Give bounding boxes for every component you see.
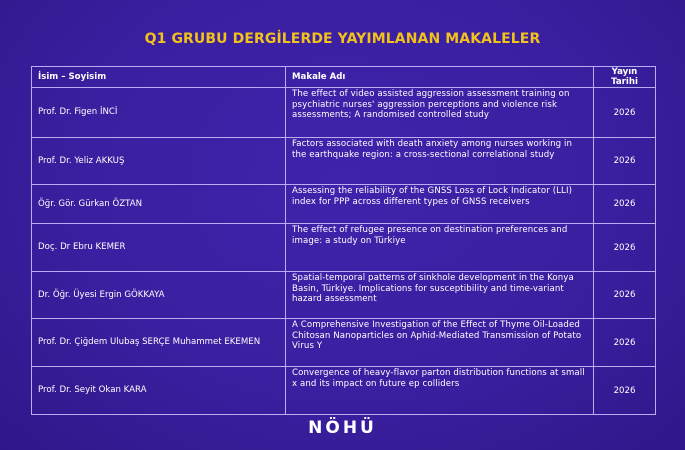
column-header-author: İsim – Soyisim	[32, 67, 286, 88]
column-header-title: Makale Adı	[286, 67, 594, 88]
article-title-cell: The effect of refugee presence on destination preferences and image: a study on Türkiye	[286, 224, 594, 272]
year-cell: 2026	[594, 138, 656, 185]
page-title: Q1 GRUBU DERGİLERDE YAYIMLANAN MAKALELER	[144, 31, 541, 47]
author-cell: Prof. Dr. Yeliz AKKUŞ	[32, 138, 286, 185]
article-title-cell: Assessing the reliability of the GNSS Loss of Lock Indicator (LLI) index for PPP across different types of GNSS receivers	[286, 185, 594, 224]
author-cell: Dr. Öğr. Üyesi Ergin GÖKKAYA	[32, 272, 286, 319]
author-cell: Prof. Dr. Çiğdem Ulubaş SERÇE Muhammet EKEMEN	[32, 319, 286, 367]
author-cell: Öğr. Gör. Gürkan ÖZTAN	[32, 185, 286, 224]
year-cell: 2026	[594, 185, 656, 224]
table-row	[32, 367, 656, 415]
table-row	[32, 138, 656, 185]
year-cell: 2026	[594, 272, 656, 319]
table-row	[32, 224, 656, 272]
year-cell: 2026	[594, 224, 656, 272]
table-header-row	[32, 67, 656, 88]
article-title-cell: Factors associated with death anxiety among nurses working in the earthquake region: a cross-sectional correlational study	[286, 138, 594, 185]
author-cell: Prof. Dr. Seyit Okan KARA	[32, 367, 286, 415]
publications-table	[31, 66, 656, 415]
year-cell: 2026	[594, 88, 656, 138]
year-cell: 2026	[594, 367, 656, 415]
table-row	[32, 319, 656, 367]
article-title-cell: The effect of video assisted aggression assessment training on psychiatric nurses' aggression perceptions and violence risk assessments; A randomised controlled study	[286, 88, 594, 138]
university-logo: NÖHÜ	[308, 418, 377, 438]
column-header-year: Yayın Tarihi	[594, 67, 656, 88]
table-row	[32, 88, 656, 138]
table-row	[32, 185, 656, 224]
article-title-cell: Spatial-temporal patterns of sinkhole development in the Konya Basin, Türkiye. Implications for susceptibility and time-variant hazard assessment	[286, 272, 594, 319]
table-row	[32, 272, 656, 319]
article-title-cell: Convergence of heavy-flavor parton distribution functions at small x and its impact on future ep colliders	[286, 367, 594, 415]
article-title-cell: A Comprehensive Investigation of the Effect of Thyme Oil-Loaded Chitosan Nanoparticles on Aphid-Mediated Transmission of Potato Virus Y	[286, 319, 594, 367]
author-cell: Prof. Dr. Figen İNCİ	[32, 88, 286, 138]
author-cell: Doç. Dr Ebru KEMER	[32, 224, 286, 272]
year-cell: 2026	[594, 319, 656, 367]
